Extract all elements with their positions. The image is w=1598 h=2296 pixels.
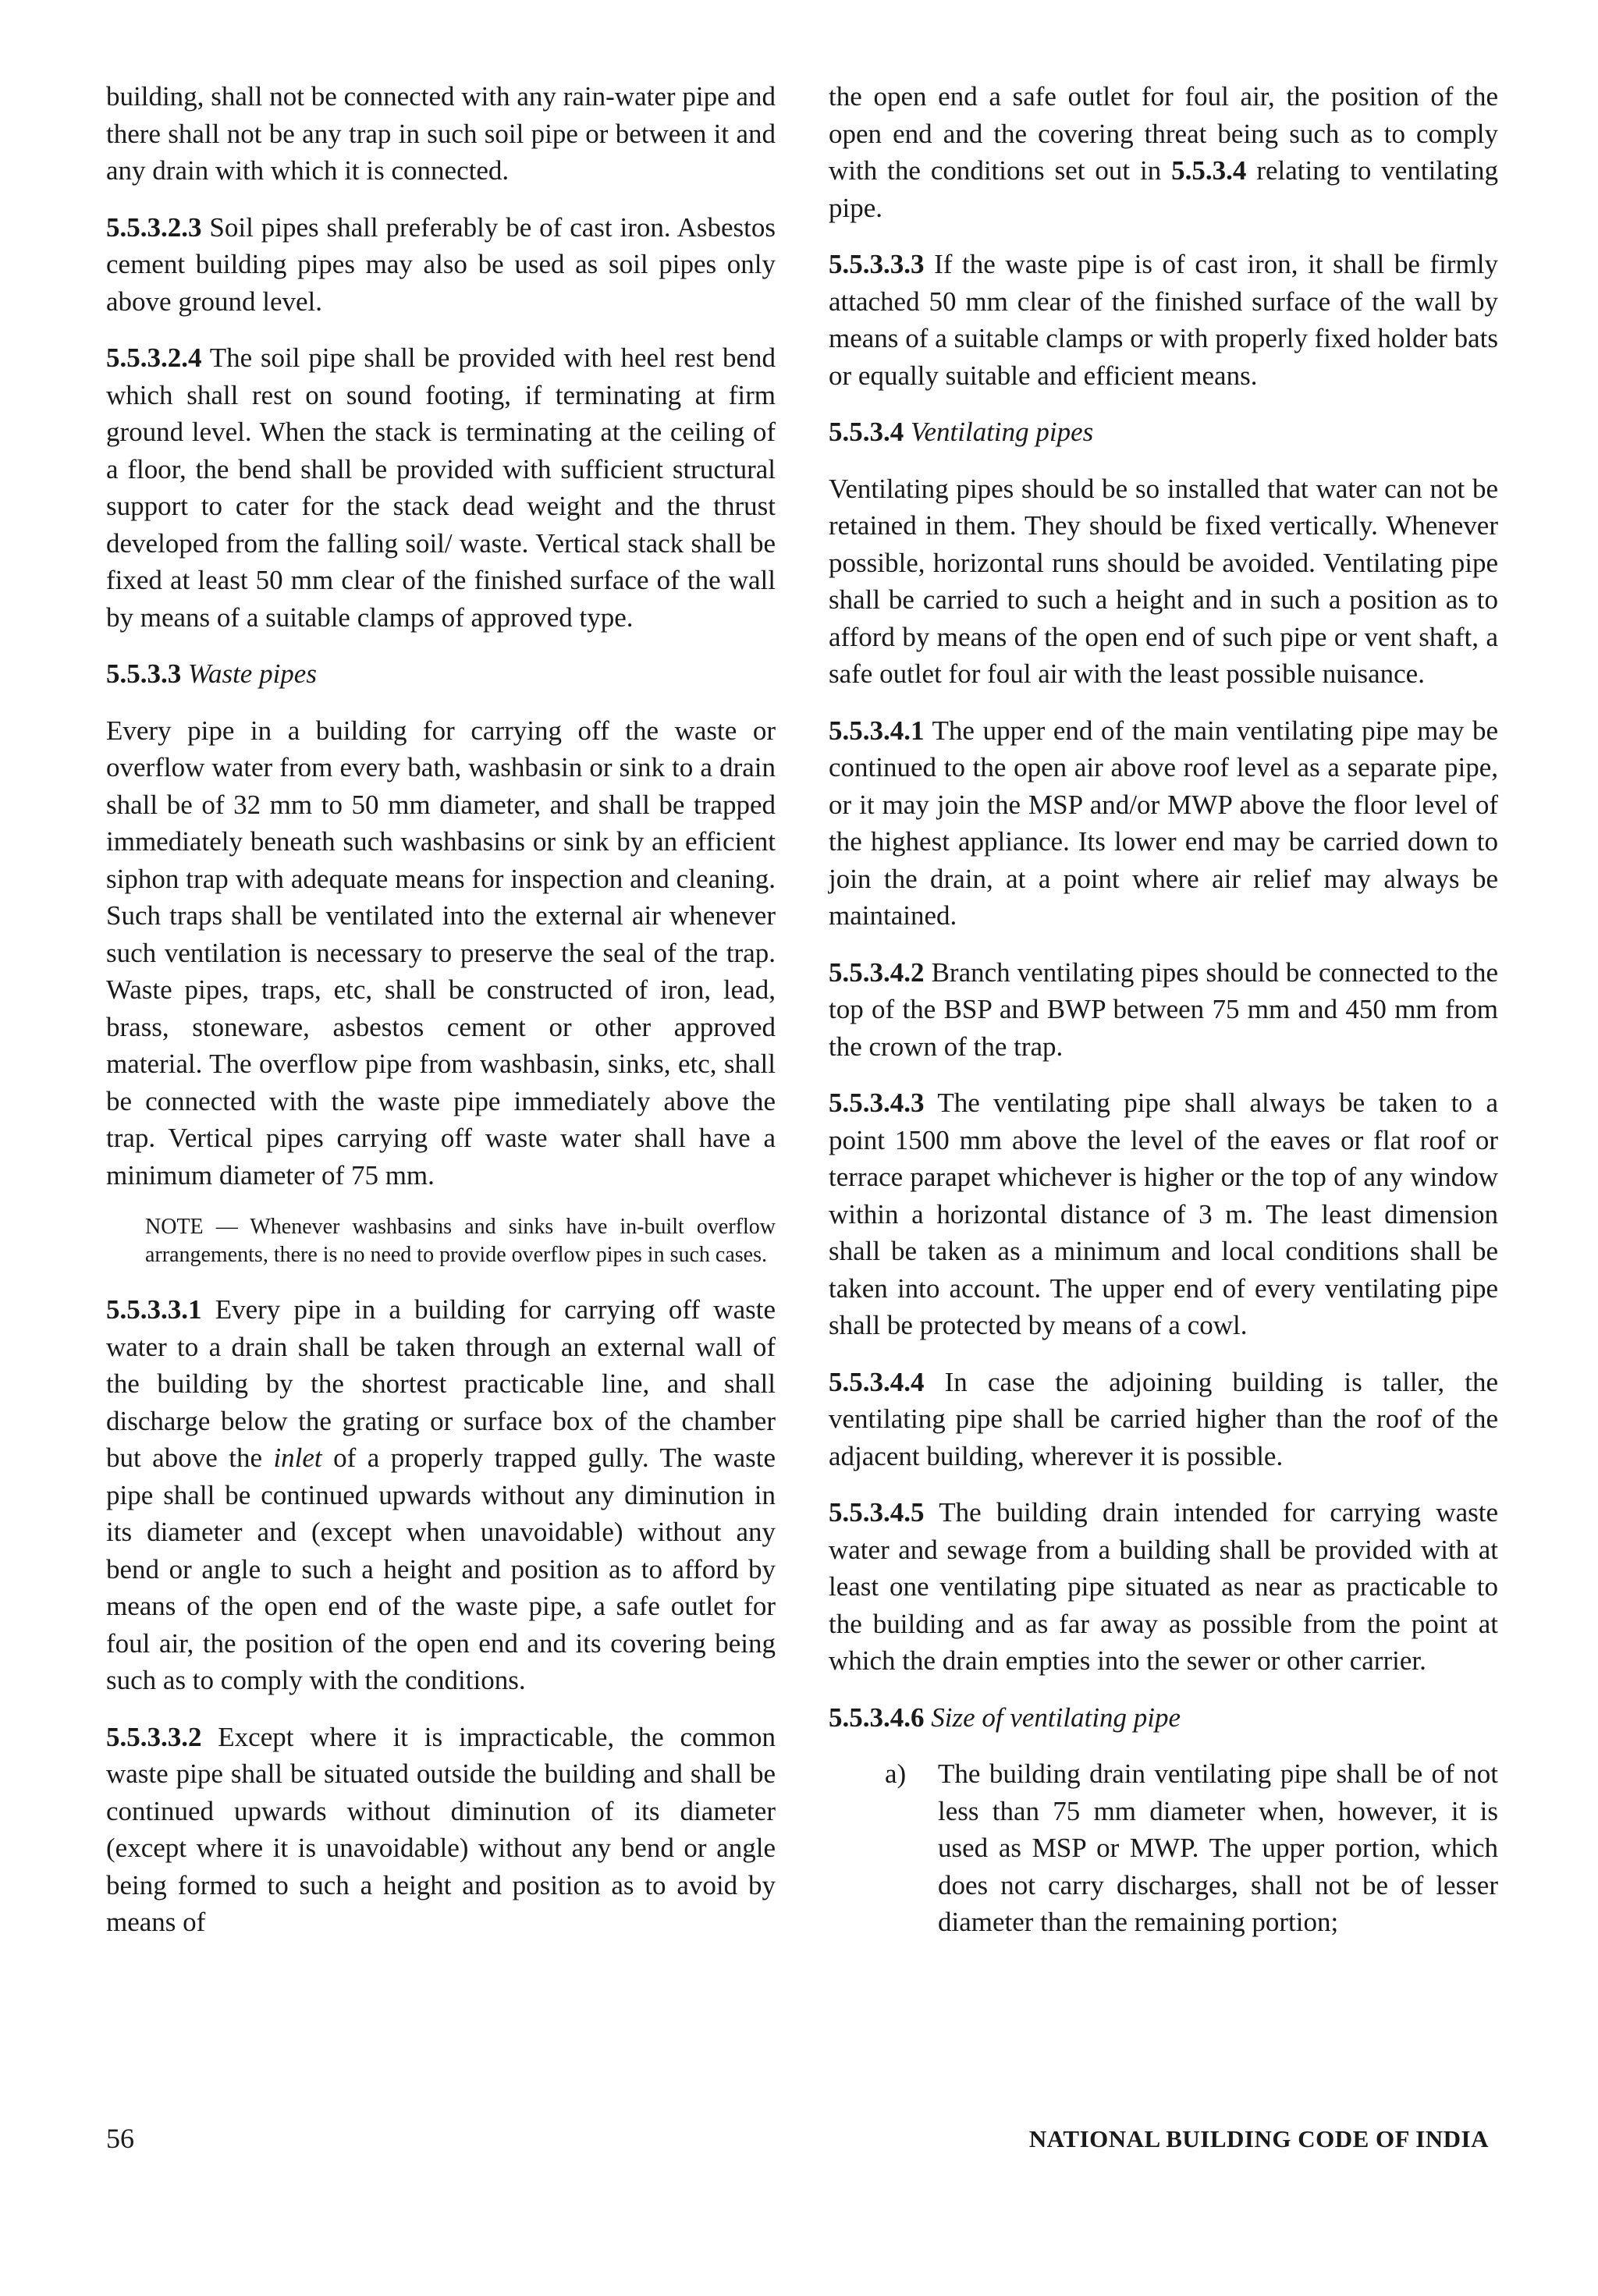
clause-5-5-3-3-3: 5.5.3.3.3 If the waste pipe is of cast iron, it shall be firmly attached 50 mm clear of the finished surface of the wall by means of a suitable clamps or with properly fixed holder bats or equally suitable and efficient means.	[829, 249, 1499, 391]
clause-number: 5.5.3.4.1	[829, 715, 925, 746]
list-label: a)	[885, 1758, 907, 1789]
clause-number: 5.5.3.4.3	[829, 1088, 925, 1118]
clause-number: 5.5.3.4.6	[829, 1702, 925, 1733]
clause-5-5-3-4-1: 5.5.3.4.1 The upper end of the main ventilating pipe may be continued to the open air above roof level as a separate pipe, or it may join the MSP and/or MWP above the floor level of the highest appliance. Its lower end may be carried down to join the drain, at a point where air relief may always be maintained.	[829, 715, 1499, 931]
section-title: Ventilating pipes	[911, 417, 1094, 447]
clause-5-5-3-3-1: 5.5.3.3.1 Every pipe in a building for carrying off waste water to a drain shall be taken through an external wall of the building by the shortest practicable line, and shall discharge below the grating or surface box of the chamber but above the inlet of a properly trapped gully. The waste pipe shall be continued upwards without any diminution in its diameter and (except when unavoidable) without any bend or angle to such a height and position as to afford by means of the open end of the waste pipe, a safe outlet for foul air, the position of the open end and its covering being such as to comply with the conditions.	[106, 1294, 776, 1695]
section-title: Waste pipes	[188, 658, 317, 689]
clause-number: 5.5.3.2.4	[106, 342, 202, 373]
clause-number: 5.5.3.4.5	[829, 1497, 925, 1528]
heading-size-of-ventilating-pipe	[829, 1699, 1498, 1737]
clause-5-5-3-4-3: 5.5.3.4.3 The ventilating pipe shall always be taken to a point 1500 mm above the level of the eaves or flat roof or terrace parapet whichever is higher or the top of any window within a horizontal distance of 3 m. The least dimension shall be taken as a minimum and local conditions shall be taken into account. The upper end of every ventilating pipe shall be protected by means of a cowl.	[829, 1088, 1499, 1340]
right-column	[829, 78, 1498, 1961]
note: NOTE — Whenever washbasins and sinks have in-built overflow arrangements, there is no need to provide overflow pipes in such cases.	[145, 1215, 776, 1267]
clause-number: 5.5.3.3	[106, 658, 182, 689]
clause-5-5-3-4-2: 5.5.3.4.2 Branch ventilating pipes should be connected to the top of the BSP and BWP between 75 mm and 450 mm from the crown of the trap.	[829, 956, 1498, 1062]
paragraph: building, shall not be connected with any rain-water pipe and there shall not be any trap in such soil pipe or between it and any drain with which it is connected.	[106, 81, 776, 186]
heading-ventilating-pipes	[829, 413, 1498, 451]
clause-5-5-3-2-3: 5.5.3.2.3 Soil pipes shall preferably be of cast iron. Asbestos cement building pipes may also be used as soil pipes only above ground level.	[106, 211, 776, 317]
list-item-a: a) The building drain ventilating pipe shall be of not less than 75 mm diameter when, however, it is used as MSP or MWP. The upper portion, which does not carry discharges, shall not be of lesser diameter than the remaining portion;	[829, 1755, 1498, 1941]
clause-number: 5.5.3.3.2	[106, 1721, 202, 1752]
clause-5-5-3-4-4: 5.5.3.4.4 In case the adjoining building is taller, the ventilating pipe shall be carried higher than the roof of the adjacent building, wherever it is possible.	[829, 1366, 1498, 1471]
clause-number: 5.5.3.4.4	[829, 1366, 925, 1397]
section-title: Size of ventilating pipe	[931, 1702, 1181, 1733]
clause-number: 5.5.3.3.1	[106, 1294, 202, 1325]
clause-number: 5.5.3.4	[829, 417, 904, 447]
clause-5-5-3-4-5: 5.5.3.4.5 The building drain intended for carrying waste water and sewage from a building shall be provided with at least one ventilating pipe situated as near as practicable to the building and as far away as possible from the point at which the drain empties into the sewer or other carrier.	[829, 1497, 1498, 1676]
paragraph-vent-body: Ventilating pipes should be so installed that water can not be retained in them. They should be fixed vertically. Whenever possible, horizontal runs should be avoided. Ventilating pipe shall be carried to such a height and in such a position as to afford by means of the open end of such pipe or vent shaft, a safe outlet for foul air with the least possible nuisance.	[829, 473, 1498, 689]
clause-5-5-3-2-4: 5.5.3.2.4 The soil pipe shall be provided with heel rest bend which shall rest on sound footing, if terminating at firm ground level. When the stack is terminating at the ceiling of a floor, the bend shall be provided with sufficient structural support to cater for the stack dead weight and the thrust developed from the falling soil/ waste. Vertical stack shall be fixed at least 50 mm clear of the finished surface of the wall by means of a suitable clamps of approved type.	[106, 342, 776, 633]
clause-5-5-3-3-2: 5.5.3.3.2 Except where it is impracticable, the common waste pipe shall be situated outside the building and shall be continued upwards without diminution of its diameter (except where it is unavoidable) without any bend or angle being formed to such a height and position as to avoid by means of	[106, 1721, 776, 1937]
paragraph-waste-body: Every pipe in a building for carrying off the waste or overflow water from every bath, washbasin or sink to a drain shall be of 32 mm to 50 mm diameter, and shall be trapped immediately beneath such washbasins or sink by an efficient siphon trap with adequate means for inspection and cleaning. Such traps shall be ventilated into the external air whenever such ventilation is necessary to preserve the seal of the trap. Waste pipes, traps, etc, shall be constructed of iron, lead, brass, stoneware, asbestos cement or other approved material. The overflow pipe from washbasin, sinks, etc, shall be connected with the waste pipe immediately above the trap. Vertical pipes carrying off waste water shall have a minimum diameter of 75 mm.	[106, 715, 776, 1191]
left-column	[106, 78, 776, 1961]
clause-number: 5.5.3.3.3	[829, 249, 925, 279]
heading-waste-pipes	[106, 655, 776, 693]
clause-number: 5.5.3.2.3	[106, 211, 202, 243]
footer-title: NATIONAL BUILDING CODE OF INDIA	[1028, 2125, 1489, 2152]
paragraph: the open end a safe outlet for foul air, the position of the open end and the covering threat being such as to comply with the conditions set out in 5.5.3.4 relating to ventilating pipe.	[829, 81, 1498, 223]
clause-number: 5.5.3.4.2	[829, 956, 925, 988]
page-number: 56	[106, 2123, 134, 2154]
